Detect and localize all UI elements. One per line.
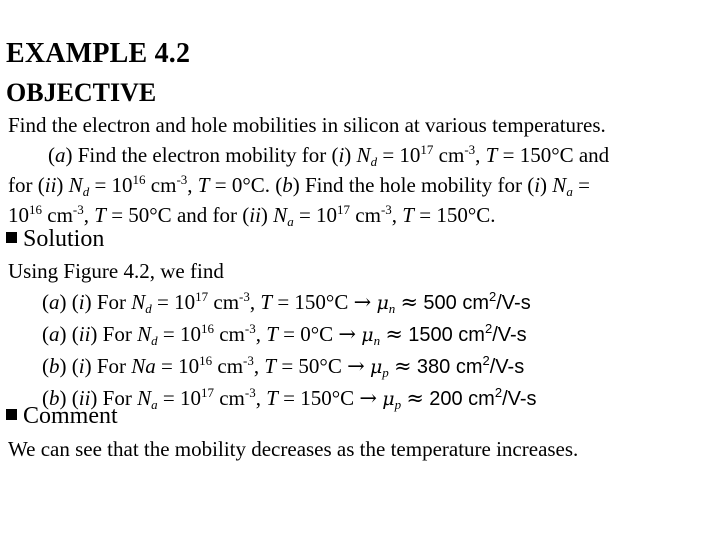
square-bullet-icon	[6, 232, 17, 243]
comment-text: We can see that the mobility decreases as the temperature increases.	[8, 437, 579, 461]
comment-heading: Comment	[6, 403, 118, 430]
solution-row: (b) (ii) For $N_a = 10^{17}$ $cm^{-3}$, $T = 150^\circ C \to \mu_p \approx 200$ $cm^2/V-s$	[42, 385, 537, 412]
solution-row: (a) (i) For $N_d = 10^{17}$ $cm^{-3}$, $T = 150^\circ C \to \mu_n \approx 500$ $cm^2/V-s$	[42, 289, 531, 316]
approx-icon: ≈	[385, 322, 403, 346]
solution-row: (b) (i) For $Na = 10^{16}$ $cm^{-3}$, $T = 50^\circ C \to \mu_p \approx 380$ $cm^2/V-s$	[42, 353, 525, 380]
problem-line-1: Find the electron and hole mobilities in silicon at various temperatures.	[8, 113, 606, 137]
arrow-icon: →	[347, 354, 365, 378]
problem-line-3: for (ii) $N_d = 10^{16}$ $cm^{-3}$, T = 0°C. (b) Find the hole mobility for (i) $N_a$ =	[8, 172, 590, 199]
page-title: EXAMPLE 4.2	[6, 38, 191, 69]
solution-intro: Using Figure 4.2, we find	[8, 259, 224, 283]
solution-row: (a) (ii) For $N_d = 10^{16}$ $cm^{-3}$, $T = 0^\circ C \to \mu_n \approx 1500$ $cm^2/V-s$	[42, 321, 527, 348]
square-bullet-icon	[6, 409, 17, 420]
approx-icon: ≈	[394, 354, 412, 378]
objective-heading: OBJECTIVE	[6, 78, 157, 107]
problem-statement	[8, 110, 708, 230]
solution-rows	[8, 287, 708, 415]
problem-line-4: $10^{16}$ $cm^{-3}$, T = 50°C and for (ii) $N_a = 10^{17}$ $cm^{-3}$, T = 150°C.	[8, 202, 496, 229]
approx-icon: ≈	[400, 290, 419, 314]
approx-icon: ≈	[406, 386, 424, 410]
arrow-icon: →	[353, 290, 372, 314]
arrow-icon: →	[338, 322, 357, 346]
arrow-icon: →	[359, 386, 378, 410]
solution-body	[8, 256, 708, 415]
problem-line-2: (a) Find the electron mobility for (i) $N_d = 10^{17}$ $cm^{-3}$, T = 150°C and	[48, 142, 610, 169]
solution-heading: Solution	[6, 226, 104, 253]
